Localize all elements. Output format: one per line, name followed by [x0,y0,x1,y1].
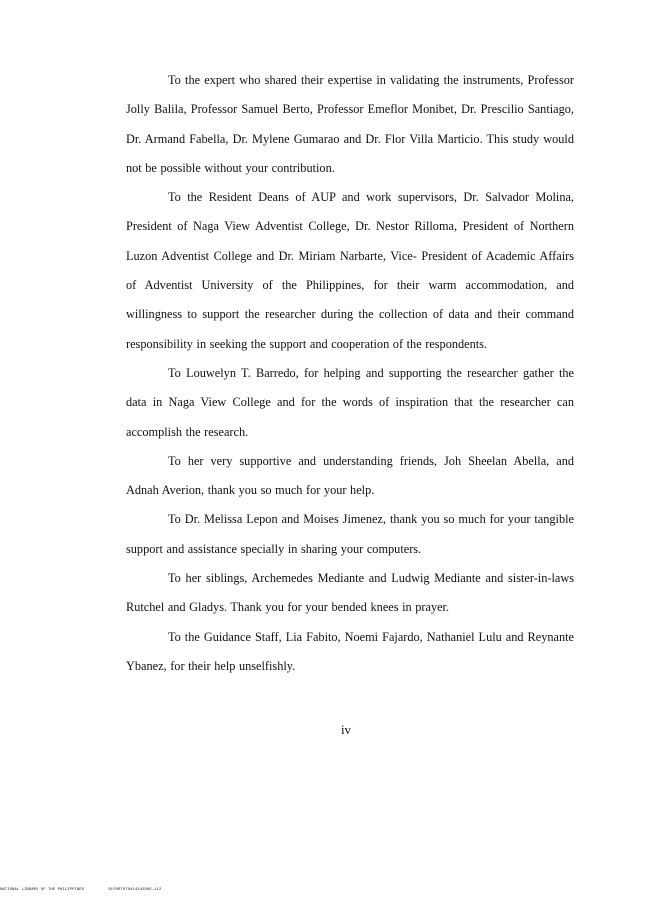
paragraph-lepon-jimenez: To Dr. Melissa Lepon and Moises Jimenez, thank you so much for your tangible support and assistance specially in sharing your computers. [126,512,574,556]
footer-stamp [0,887,420,893]
paragraph-siblings: To her siblings, Archemedes Mediante and Ludwig Mediante and sister-in-laws Rutchel and Gladys. Thank you for your bended knees in prayer. [126,571,574,615]
paragraph-friends: To her very supportive and understanding friends, Joh Sheelan Abella, and Adnah Averion, thank you so much for your help. [126,453,574,498]
paragraph-resident-deans: To the Resident Deans of AUP and work supervisors, Dr. Salvador Molina, President of Naga View Adventist College, Dr. Nestor Rilloma, President of Northern Luzon Adventist College and Dr. Miriam Narbarte, Vice- President of Academic Affairs of Adventist University of the Philippines, for their warm accommodation, and willingness to support the researcher during the collection of data and their command responsibility in seeking the support and cooperation of the respondents. [126,190,574,351]
paragraph-experts: To the expert who shared their expertise in validating the instruments, Professor Jolly Balila, Professor Samuel Berto, Professor Emeflor Monibet, Dr. Prescilio Santiago, Dr. Armand Fabella, Dr. Mylene Gumarao and Dr. Flor Villa Marticio. This study would not be possible without your contribution. [126,73,574,175]
paragraph-louwelyn-barredo: To Louwelyn T. Barredo, for helping and supporting the researcher gather the data in Naga View College and for the words of inspiration that the researcher can accomplish the research. [126,365,574,439]
paragraph-guidance-staff: To the Guidance Staff, Lia Fabito, Noemi Fajardo, Nathaniel Lulu and Reynante Ybanez, for their help unselfishly. [126,629,574,673]
footer-library-name: NATIONAL LIBRARY OF THE PHILIPPINES [0,888,85,892]
acknowledgment-text [126,66,574,681]
page-number: iv [340,722,352,737]
footer-document-code: RLPORT070414142905-112 [108,888,162,892]
